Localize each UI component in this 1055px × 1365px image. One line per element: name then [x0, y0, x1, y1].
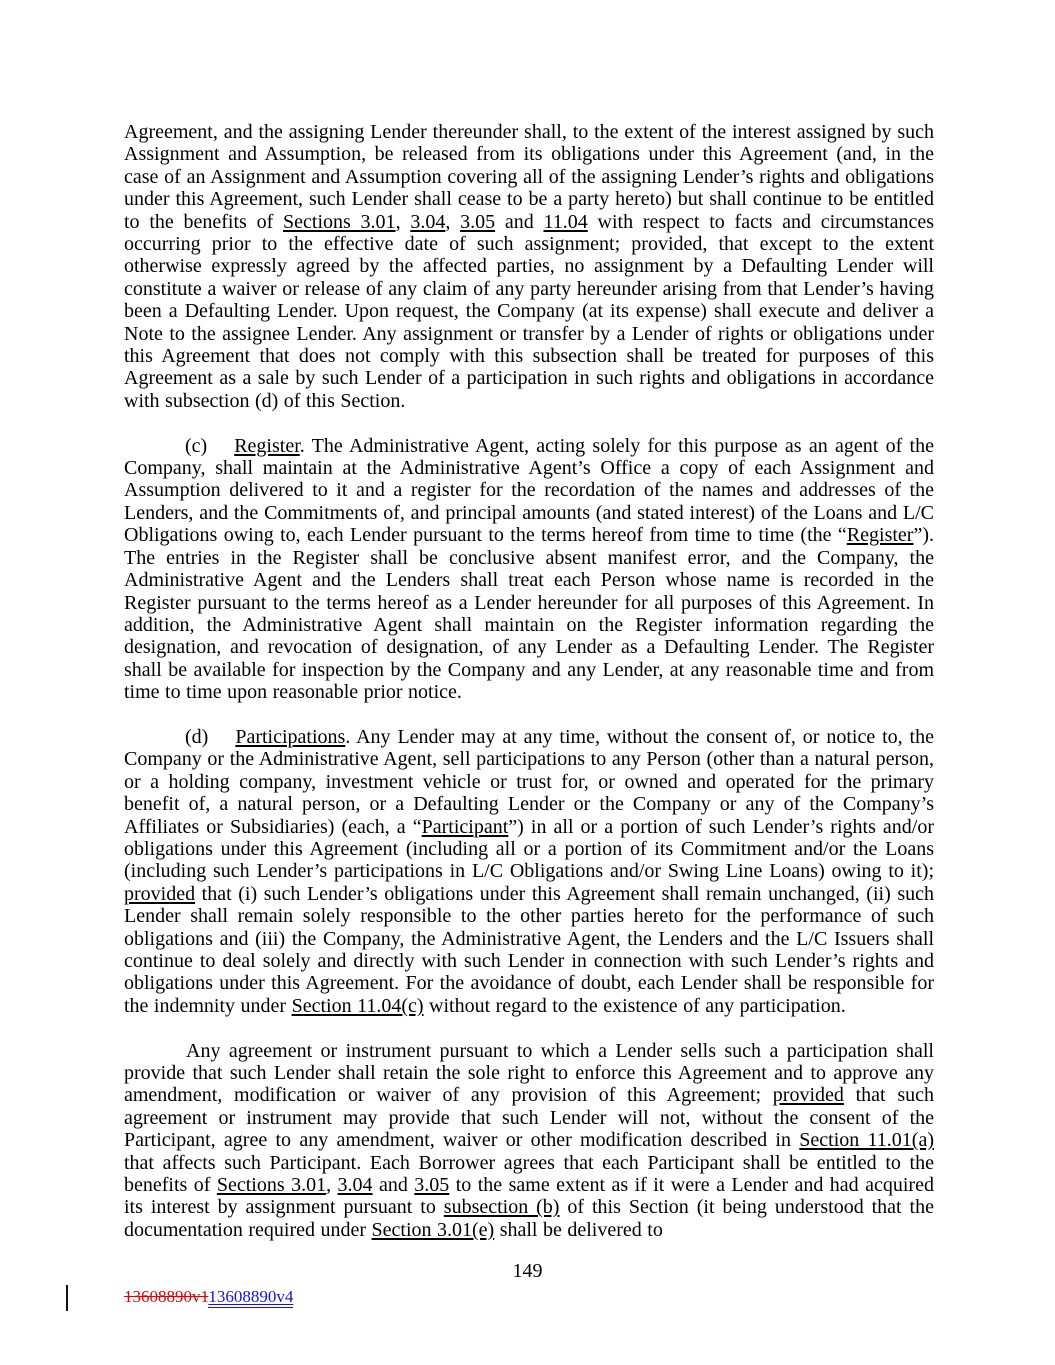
- page-number: 149: [512, 1260, 543, 1282]
- paragraph-participation-agreement: Any agreement or instrument pursuant to which a Lender sells such a participation shall provide that such Lender shall retain the sole right to enforce this Agreement and to approve any amendment, modification or waiver of any provision of this Agreement; provided that such agreement or instrument may provide that such Lender will not, without the consent of the Participant, agree to any amendment, waiver or other modification described in Section 11.01(a) that affects such Participant. Each Borrower agrees that each Participant shall be entitled to the benefits of Sections 3.01, 3.04 and 3.05 to the same extent as if it were a Lender and had acquired its interest by assignment pursuant to subsection (b) of this Section (it being understood that the documentation required under Section 3.01(e) shall be delivered to: [124, 1039, 935, 1241]
- footer-doc-id-deleted: 13608890v1: [124, 1287, 209, 1306]
- footer-doc-ids: [124, 1287, 293, 1307]
- footer-doc-id-inserted: 13608890v4: [208, 1287, 294, 1306]
- revision-change-bar: [66, 1285, 68, 1311]
- paragraph-c-register: (c) Register. The Administrative Agent, acting solely for this purpose as an agent of the Company, shall maintain at the Administrative Agent’s Office a copy of each Assignment and Assumption delivered to it and a register for the recordation of the names and addresses of the Lenders, and the Commitments of, and principal amounts (and stated interest) of the Loans and L/C Obligations owing to, each Lender pursuant to the terms hereof from time to time (the “Register”). The entries in the Register shall be conclusive absent manifest error, and the Company, the Administrative Agent and the Lenders shall treat each Person whose name is recorded in the Register pursuant to the terms hereof as a Lender hereunder for all purposes of this Agreement. In addition, the Administrative Agent shall maintain on the Register information regarding the designation, and revocation of designation, of any Lender as a Defaulting Lender. The Register shall be available for inspection by the Company and any Lender, at any reasonable time and from time to time upon reasonable prior notice.: [124, 434, 934, 704]
- document-body: [124, 121, 934, 1241]
- paragraph-d-participations: (d) Participations. Any Lender may at any time, without the consent of, or notice to, the Company or the Administrative Agent, sell participations to any Person (other than a natural person, or a holding company, investment vehicle or trust for, or owned and operated for the primary benefit of, a natural person, or a Defaulting Lender or the Company or any of the Company’s Affiliates or Subsidiaries) (each, a “Participant”) in all or a portion of such Lender’s rights and/or obligations under this Agreement (including all or a portion of its Commitment and/or the Loans (including such Lender’s participations in L/C Obligations and/or Swing Line Loans) owing to it); provided that (i) such Lender’s obligations under this Agreement shall remain unchanged, (ii) such Lender shall remain solely responsible to the other parties hereto for the performance of such obligations and (iii) the Company, the Administrative Agent, the Lenders and the L/C Issuers shall continue to deal solely and directly with such Lender in connection with such Lender’s rights and obligations under this Agreement. For the avoidance of doubt, each Lender shall be responsible for the indemnity under Section 11.04(c) without regard to the existence of any participation.: [124, 725, 935, 1017]
- paragraph-continuation: Agreement, and the assigning Lender thereunder shall, to the extent of the interest assigned by such Assignment and Assumption, be released from its obligations under this Agreement (and, in the case of an Assignment and Assumption covering all of the assigning Lender’s rights and obligations under this Agreement, such Lender shall cease to be a party hereto) but shall continue to be entitled to the benefits of Sections 3.01, 3.04, 3.05 and 11.04 with respect to facts and circumstances occurring prior to the effective date of such assignment; provided, that except to the extent otherwise expressly agreed by the affected parties, no assignment by a Defaulting Lender will constitute a waiver or release of any claim of any party hereunder arising from that Lender’s having been a Defaulting Lender. Upon request, the Company (at its expense) shall execute and deliver a Note to the assignee Lender. Any assignment or transfer by a Lender of rights or obligations under this Agreement that does not comply with this subsection shall be treated for purposes of this Agreement as a sale by such Lender of a participation in such rights and obligations in accordance with subsection (d) of this Section.: [124, 121, 934, 412]
